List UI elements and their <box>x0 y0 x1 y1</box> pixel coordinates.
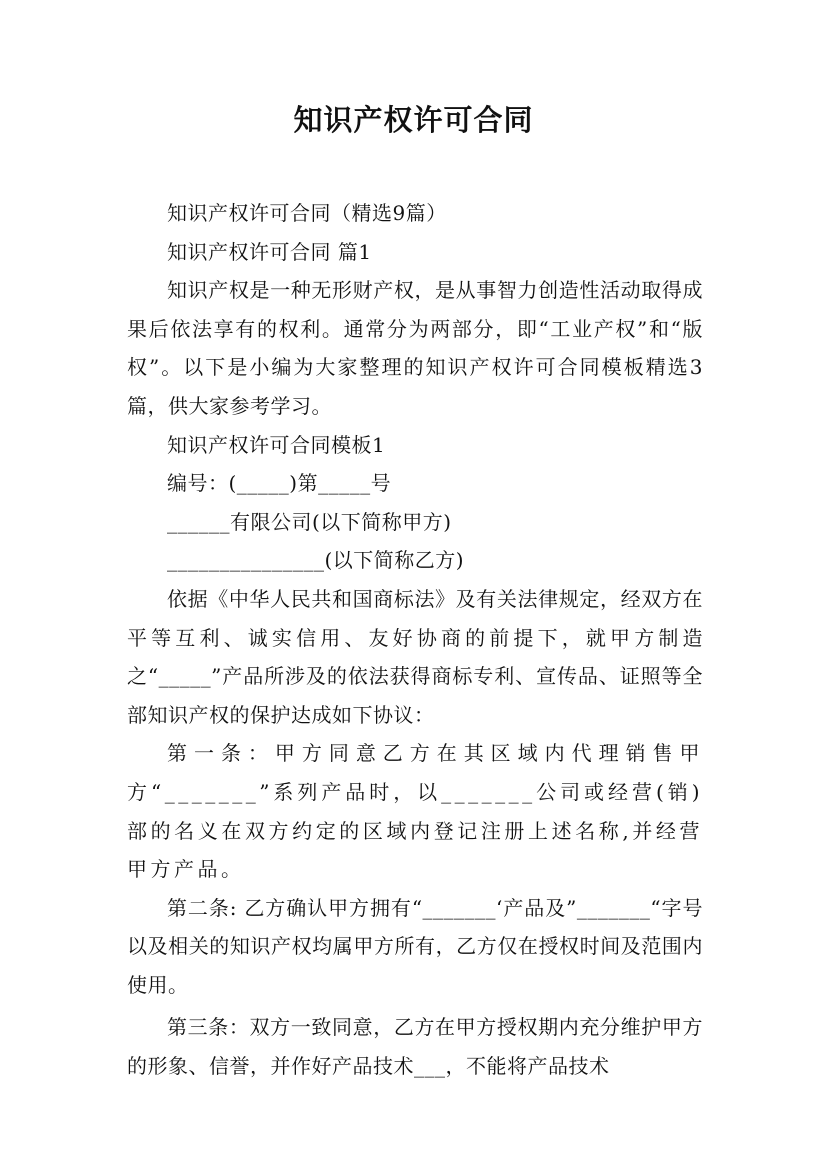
document-body <box>127 194 703 1086</box>
document-title: 知识产权许可合同 <box>293 103 534 137</box>
paragraph-contract-number: 编号：(_____)第_____号 <box>167 471 392 496</box>
paragraph-intro: 知识产权是一种无形财产权，是从事智力创造性活动取得成果后依法享有的权利。通常分为两部分，即“工业产权”和“版权”。以下是小编为大家整理的知识产权许可合同模板精选3篇，供大家参考学习。 <box>127 278 703 418</box>
paragraph-preamble: 依据《中华人民共和国商标法》及有关法律规定，经双方在平等互利、诚实信用、友好协商的前提下，就甲方制造之“_____”产品所涉及的依法获得商标专利、宣传品、证照等全部知识产权的保护达成如下协议： <box>127 586 703 727</box>
paragraph-subtitle: 知识产权许可合同（精选9篇） <box>167 201 447 225</box>
paragraph-article-2: 第二条: 乙方确认甲方拥有“_______‘产品及”_______“字号以及相关的知识产权均属甲方所有，乙方仅在授权时间及范围内使用。 <box>127 895 703 997</box>
paragraph-party-b: _______________(以下简称乙方) <box>167 548 465 573</box>
paragraph-section-heading: 知识产权许可合同 篇1 <box>167 239 372 264</box>
paragraph-article-3: 第三条：双方一致同意，乙方在甲方授权期内充分维护甲方的形象、信誉，并作好产品技术___，不能将产品技术 <box>127 1015 703 1079</box>
paragraph-template-heading: 知识产权许可合同模板1 <box>167 432 386 457</box>
paragraph-article-1: 第一条：甲方同意乙方在其区域内代理销售甲方“_______”系列产品时，以_______公司或经营(销)部的名义在双方约定的区域内登记注册上述名称,并经营甲方产品。 <box>127 741 703 882</box>
paragraph-party-a: ______有限公司(以下简称甲方) <box>167 509 452 534</box>
